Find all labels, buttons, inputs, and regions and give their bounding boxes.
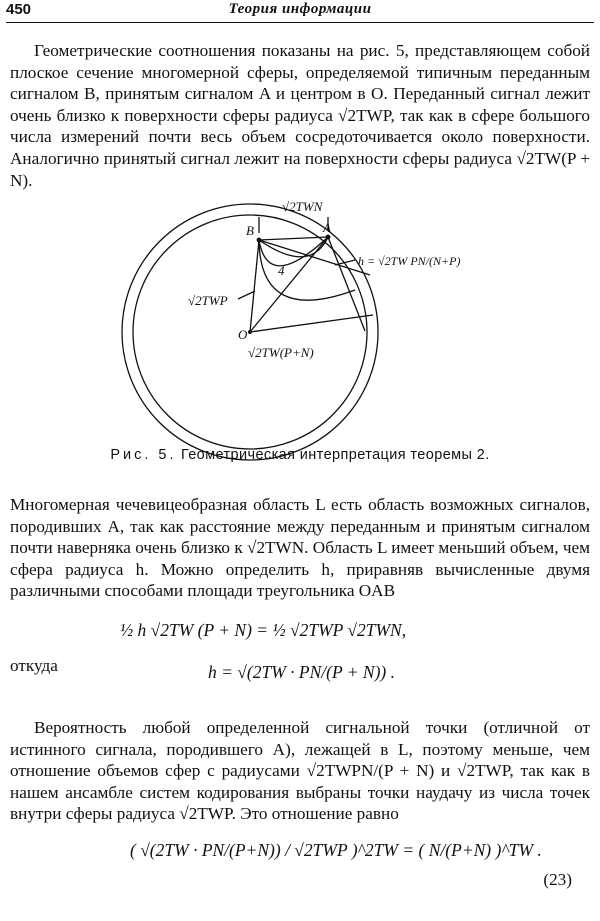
segment-O-circle xyxy=(250,315,373,332)
formula-ratio-rhs: = ( N/(P+N) )^TW . xyxy=(402,840,542,860)
caption-prefix: Рис. 5. xyxy=(110,447,177,463)
label-O: O xyxy=(238,327,248,342)
label-B: B xyxy=(246,223,254,238)
point-O xyxy=(248,330,252,334)
label-h: h = √2TW PN/(N+P) xyxy=(358,254,461,268)
caption-text: Геометрическая интерпретация теоремы 2. xyxy=(180,447,490,463)
label-4: 4 xyxy=(278,263,285,278)
point-B xyxy=(257,238,262,243)
paragraph-3: Вероятность любой определенной сигнальной точки (отличной от истинного сигнала, породившего A), лежащей в L, поэтому меньше, чем отношение объемов сфер с радиусами √2TWPN/(P + N) и √2TWP, так как в нашем ансамбле систем кодирования выбраны точки наудачу из числа точек внутри сферы радиуса √2TWP. Это отношение равно xyxy=(10,718,590,824)
label-bottom: √2TW(P+N) xyxy=(248,345,314,360)
page-header xyxy=(6,0,594,23)
segment-B-A xyxy=(259,237,328,240)
label-top: √2TWN xyxy=(282,199,323,214)
page-number: 450 xyxy=(6,1,32,18)
running-title: Теория информации xyxy=(228,1,372,17)
figure-caption xyxy=(0,446,600,464)
paragraph-2: Многомерная чечевицеобразная область L есть область возможных сигналов, породивших A, так как расстояние между переданным и принятым сигналом почти наверняка очень близко к √2TWN. Область L имеет меньший объем, чем сфера радиуса h. Можно определить h, приравняв вычисленные двумя различными способами площади треугольника OAB xyxy=(10,495,590,601)
label-left: √2TWP xyxy=(188,293,228,308)
label-A: A xyxy=(323,220,331,235)
segment-O-B xyxy=(250,240,259,332)
formula-ratio xyxy=(130,840,542,861)
equation-number: (23) xyxy=(543,870,572,889)
point-A xyxy=(326,235,331,240)
label-otkuda: откуда xyxy=(10,656,58,675)
formula-ratio-lhs: ( √(2TW · PN/(P+N)) / √2TWP )^2TW xyxy=(130,840,398,860)
paragraph-1: Геометрические соотношения показаны на рис. 5, представляющем собой плоское сечение многомерной сферы, определяемой типичным переданным сигналом B, принятым сигналом A и центром в O. Переданный сигнал лежит очень близко к поверхности сферы радиуса √2TWP, так как в сфере большого числа измерений почти весь объем сосредоточивается около поверхности. Аналогично принятый сигнал лежит на поверхности сферы радиуса √2TW(P + N). xyxy=(10,41,590,190)
figure-5 xyxy=(160,195,461,443)
formula-h: h = √(2TW · PN/(P + N)) . xyxy=(208,662,395,682)
left-pointer xyxy=(238,291,255,299)
formula-area-equality: ½ h √2TW (P + N) = ½ √2TWP √2TWN, xyxy=(120,620,407,640)
